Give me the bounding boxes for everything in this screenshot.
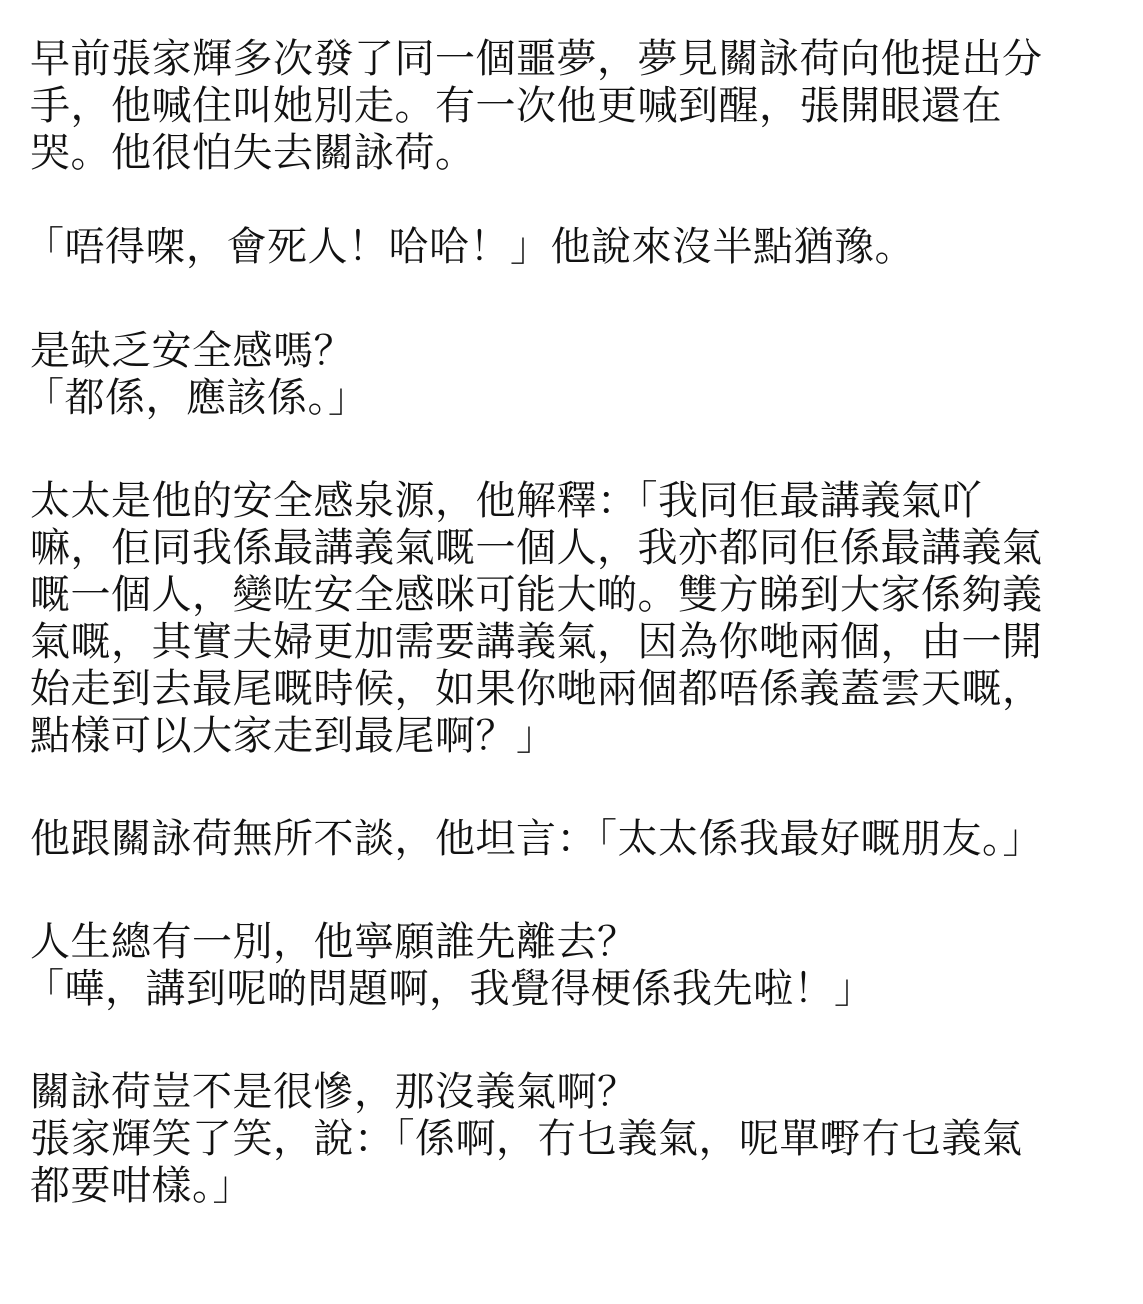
text-line: 氣嘅，其實夫婦更加需要講義氣，因為你哋兩個，由一開 [30, 619, 1043, 665]
text-line: 太太是他的安全感泉源，他解釋：「我同佢最講義氣吖 [30, 478, 982, 524]
paragraph-nightmare [30, 36, 1113, 177]
text-line: 點樣可以大家走到最尾啊？」 [30, 713, 557, 759]
text-line: 他跟關詠荷無所不談，他坦言：「太太係我最好嘅朋友。」 [30, 816, 1043, 862]
text-line: 嘛，佢同我係最講義氣嘅一個人，我亦都同佢係最講義氣 [30, 525, 1043, 571]
paragraph-best-friend [30, 816, 1113, 863]
text-line: 哭。他很怕失去關詠荷。 [30, 130, 476, 176]
text-line: 「都係，應該係。」 [24, 375, 369, 421]
paragraph-quote-laugh [24, 224, 1113, 271]
paragraph-who-first [24, 919, 1113, 1013]
text-line: 嘅一個人，變咗安全感咪可能大啲。雙方睇到大家係夠義 [30, 572, 1043, 618]
paragraph-no-loyalty [30, 1069, 1113, 1210]
paragraph-loyalty-explanation [30, 478, 1113, 760]
paragraph-security-question [24, 328, 1113, 422]
text-line: 「唔得㗎，會死人！哈哈！」他說來沒半點猶豫。 [24, 224, 915, 270]
text-line: 手，他喊住叫她別走。有一次他更喊到醒，張開眼還在 [30, 83, 1002, 129]
text-line: 人生總有一別，他寧願誰先離去？ [30, 919, 638, 965]
text-line: 是缺乏安全感嗎？ [30, 328, 354, 374]
text-line: 張家輝笑了笑，說：「係啊，冇乜義氣，呢單嘢冇乜義氣 [30, 1116, 1023, 1162]
text-line: 「嘩，講到呢啲問題啊，我覺得梗係我先啦！」 [24, 966, 875, 1012]
text-line: 關詠荷豈不是很慘，那沒義氣啊？ [30, 1069, 638, 1115]
text-line: 早前張家輝多次發了同一個噩夢，夢見關詠荷向他提出分 [30, 36, 1043, 82]
text-line: 都要咁樣。」 [30, 1163, 253, 1209]
text-line: 始走到去最尾嘅時候，如果你哋兩個都唔係義蓋雲天嘅， [30, 666, 1043, 712]
